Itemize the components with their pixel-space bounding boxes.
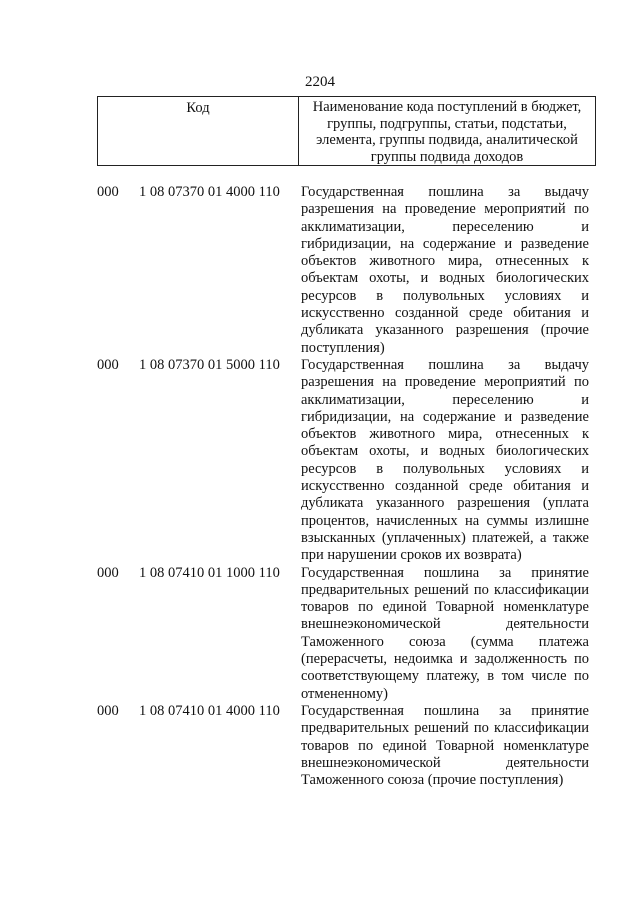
table-row xyxy=(0,184,640,357)
admin-code: 000 xyxy=(97,564,119,581)
revenue-description: Государственная пошлина за принятие предварительных решений по классификации товаров по единой Товарной номенклатуре внешнеэкономической деятельности Таможенного союза (сумма платежа (перерасчеты, недоимка и задолженность по соответствующему платежу, в том числе по отмененному) xyxy=(301,564,589,702)
table-header xyxy=(97,96,596,166)
table-body xyxy=(0,184,640,789)
table-row xyxy=(0,357,640,565)
revenue-code: 1 08 07370 01 4000 110 xyxy=(139,184,280,200)
admin-code: 000 xyxy=(97,184,119,200)
revenue-description: Государственная пошлина за выдачу разрешения на проведение мероприятий по акклиматизации, переселению и гибридизации, на содержание и разведение объектов животного мира, отнесенных к объектам охоты, и водных биологических ресурсов в полувольных условиях и искусственно созданной среде обитания и дубликата указанного разрешения (прочие поступления) xyxy=(301,184,589,356)
page-number: 2204 xyxy=(305,74,335,90)
admin-code: 000 xyxy=(97,356,119,373)
revenue-description: Государственная пошлина за принятие предварительных решений по классификации товаров по единой Товарной номенклатуре внешнеэкономической деятельности Таможенного союза (прочие поступления) xyxy=(301,702,589,789)
revenue-code: 1 08 07410 01 1000 110 xyxy=(139,564,280,581)
table-row xyxy=(0,565,640,703)
revenue-code: 1 08 07370 01 5000 110 xyxy=(139,356,280,373)
name-column-header: Наименование кода поступлений в бюджет, группы, подгруппы, статьи, подстатьи, элемента, группы подвида, аналитической группы подвида доходов xyxy=(312,99,582,165)
revenue-description: Государственная пошлина за выдачу разрешения на проведение мероприятий по акклиматизации, переселению и гибридизации, на содержание и разведение объектов животного мира, отнесенных к объектам охоты, и водных биологических ресурсов в полувольных условиях и искусственно созданной среде обитания и дубликата указанного разрешения (уплата процентов, начисленных на суммы излишне взысканных (уплаченных) платежей, а также при нарушении сроков их возврата) xyxy=(301,356,589,564)
table-row xyxy=(0,703,640,789)
code-column-header: Код xyxy=(98,97,299,165)
revenue-code: 1 08 07410 01 4000 110 xyxy=(139,702,280,719)
admin-code: 000 xyxy=(97,702,119,719)
